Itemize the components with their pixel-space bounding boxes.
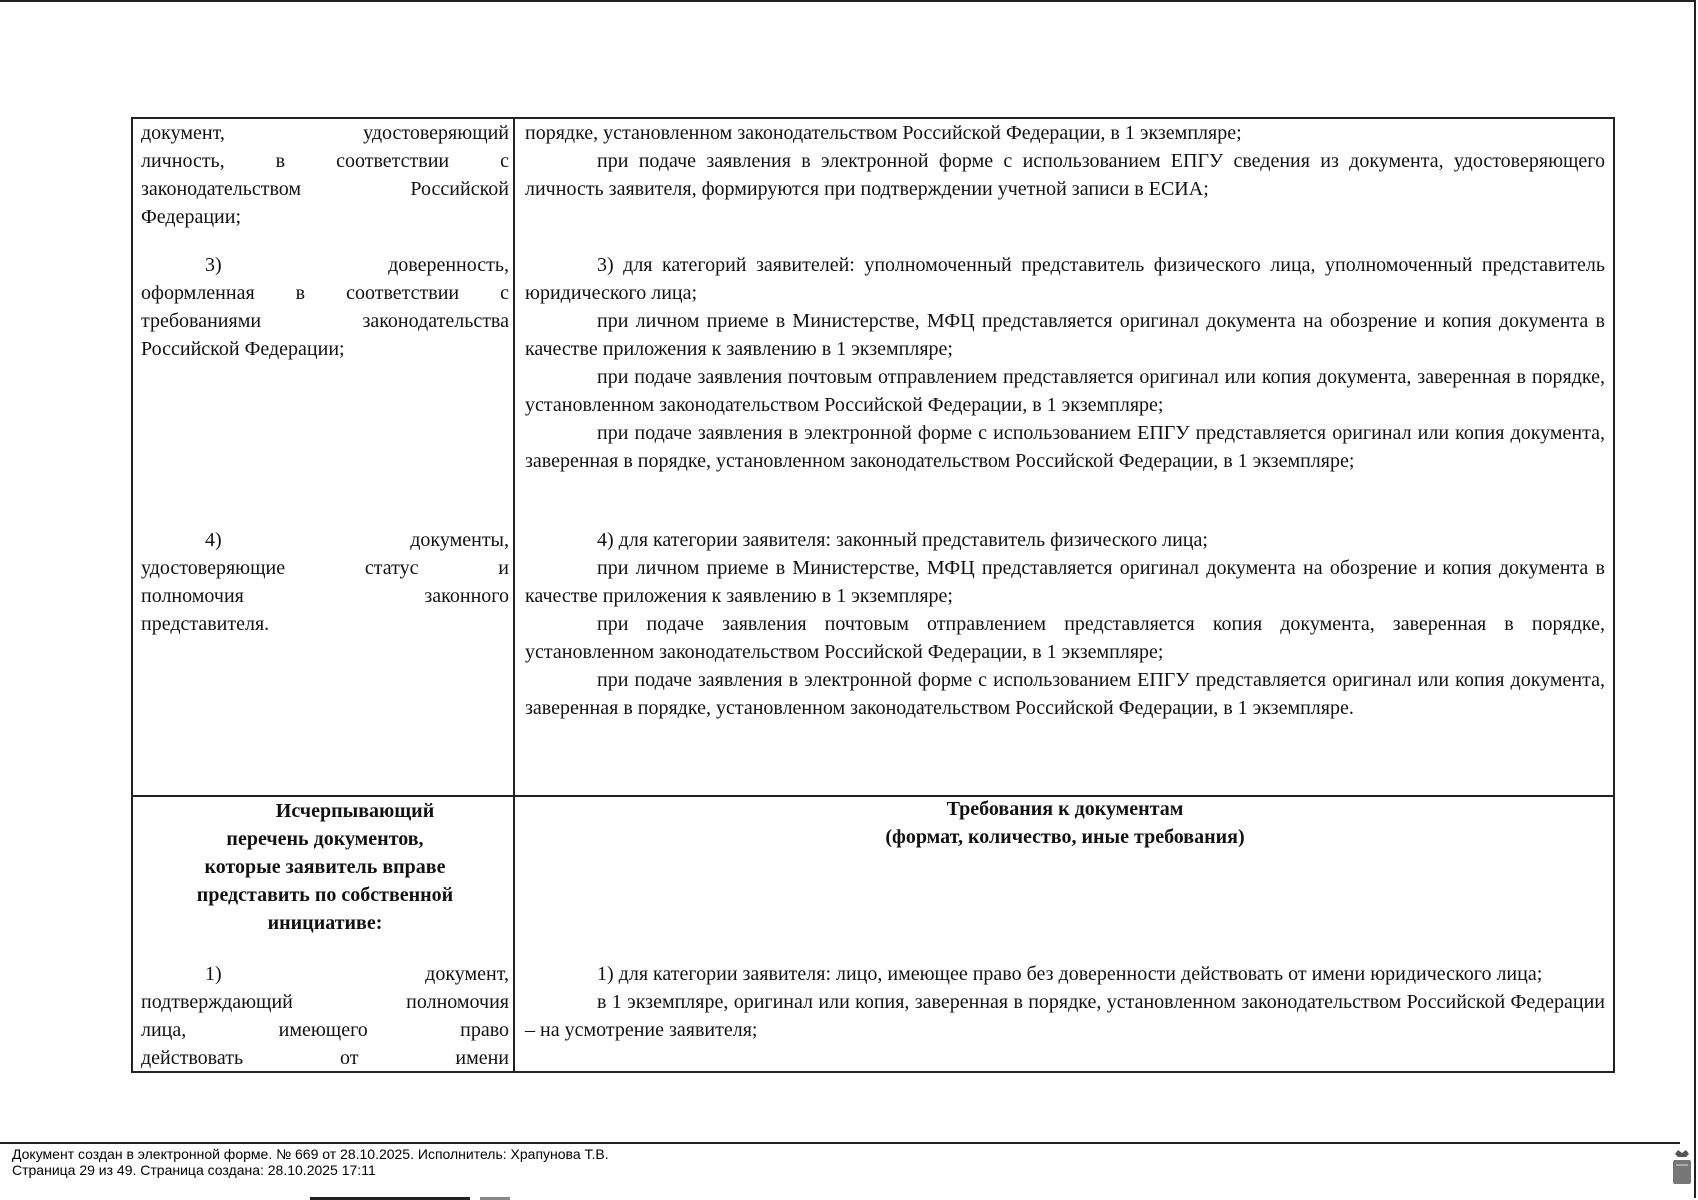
left-line bbox=[141, 203, 509, 231]
word: лица, bbox=[141, 1019, 187, 1041]
word: законодательством bbox=[141, 178, 302, 200]
left-cell-item-2-continued bbox=[141, 119, 509, 231]
paragraph: при подаче заявления в электронной форме с использованием ЕПГУ представляется оригинал или копия документа, заверенная в порядке, установленном законодательством Российской Федерации, в 1 экземпляре. bbox=[525, 669, 1605, 719]
left-line bbox=[141, 175, 509, 203]
word: в bbox=[295, 282, 306, 304]
word: 1) bbox=[205, 963, 222, 985]
header-line: перечень документов, bbox=[226, 828, 424, 850]
column-divider bbox=[513, 119, 515, 795]
left-line bbox=[141, 1044, 509, 1072]
word: доверенность, bbox=[388, 254, 509, 276]
word: полномочия bbox=[141, 585, 244, 607]
paragraph: при личном приеме в Министерстве, МФЦ представляется оригинал документа на обозрение и копия документа в качестве приложения к заявлению в 1 экземпляре; bbox=[525, 557, 1605, 607]
word: документы, bbox=[410, 529, 509, 551]
left-line bbox=[141, 582, 509, 610]
word: Российской Федерации; bbox=[141, 338, 345, 360]
left-column-header bbox=[141, 797, 509, 937]
word: 4) bbox=[205, 529, 222, 551]
word: полномочия bbox=[406, 991, 509, 1013]
left-line bbox=[141, 335, 509, 363]
paragraph: 1) для категории заявителя: лицо, имеющее право без доверенности действовать от имени юридического лица; bbox=[597, 963, 1543, 985]
left-cell-optional-item-1 bbox=[141, 960, 509, 1072]
header-line: Требования к документам bbox=[946, 798, 1184, 820]
right-cell-item-3 bbox=[525, 251, 1605, 475]
word: подтверждающий bbox=[141, 991, 293, 1013]
word: соответствии bbox=[346, 282, 460, 304]
word: соответствии bbox=[336, 150, 450, 172]
header-line: инициативе: bbox=[267, 912, 383, 934]
word: законного bbox=[424, 585, 509, 607]
word: требованиями bbox=[141, 310, 262, 332]
right-column-header bbox=[525, 795, 1605, 851]
word: документ, bbox=[425, 963, 509, 985]
paragraph: в 1 экземпляре, оригинал или копия, заверенная в порядке, установленном законодательством Российской Федерации – на усмотрение заявителя; bbox=[525, 991, 1605, 1041]
paragraph: при подаче заявления в электронной форме с использованием ЕПГУ сведения из документа, удостоверяющего личность заявителя, формируются при подтверждении учетной записи в ЕСИА; bbox=[525, 150, 1605, 200]
right-cell-optional-item-1 bbox=[525, 960, 1605, 1044]
word: в bbox=[275, 150, 286, 172]
word: действовать bbox=[141, 1047, 244, 1069]
left-line bbox=[141, 988, 509, 1016]
header-line: которые заявитель вправе bbox=[204, 856, 446, 878]
emblem-stamp-icon bbox=[1672, 1148, 1692, 1186]
header-line: Исчерпывающий bbox=[275, 800, 435, 822]
paragraph: при подаче заявления почтовым отправлением представляется копия документа, заверенная в порядке, установленном законодательством Российской Федерации, в 1 экземпляре; bbox=[525, 613, 1605, 663]
left-line bbox=[141, 251, 509, 279]
left-line bbox=[141, 119, 509, 147]
right-cell-item-4 bbox=[525, 526, 1605, 722]
word: личность, bbox=[141, 150, 225, 172]
word: имеющего bbox=[278, 1019, 368, 1041]
table-row bbox=[133, 119, 1613, 797]
footer-page-info: Страница 29 из 49. Страница создана: 28.10.2025 17:11 bbox=[12, 1162, 376, 1178]
word: и bbox=[498, 557, 509, 579]
left-cell-item-3 bbox=[141, 251, 509, 363]
word: представителя. bbox=[141, 613, 270, 635]
header-line: (формат, количество, иные требования) bbox=[885, 826, 1245, 848]
column-divider bbox=[513, 795, 515, 1071]
word: право bbox=[460, 1019, 510, 1041]
paragraph: 4) для категории заявителя: законный представитель физического лица; bbox=[597, 529, 1208, 551]
footer-divider bbox=[0, 1142, 1680, 1144]
footer-document-info: Документ создан в электронной форме. № 669 от 28.10.2025. Исполнитель: Храпунова Т.В. bbox=[12, 1146, 609, 1162]
left-cell-item-4 bbox=[141, 526, 509, 638]
word: Российской bbox=[410, 178, 509, 200]
left-line bbox=[141, 147, 509, 175]
word: законодательства bbox=[362, 310, 509, 332]
paragraph: 3) для категорий заявителей: уполномоченный представитель физического лица, уполномоченный представитель юридического лица; bbox=[525, 254, 1605, 304]
left-line bbox=[141, 554, 509, 582]
word: оформленная bbox=[141, 282, 255, 304]
word: с bbox=[500, 282, 510, 304]
word: с bbox=[500, 150, 509, 172]
word: 3) bbox=[205, 254, 222, 276]
paragraph: при личном приеме в Министерстве, МФЦ представляется оригинал документа на обозрение и копия документа в качестве приложения к заявлению в 1 экземпляре; bbox=[525, 310, 1605, 360]
word: удостоверяющие bbox=[141, 557, 286, 579]
left-line bbox=[141, 1016, 509, 1044]
word: от bbox=[339, 1047, 359, 1069]
paragraph: порядке, установленном законодательством Российской Федерации, в 1 экземпляре; bbox=[525, 122, 1242, 144]
word: имени bbox=[455, 1047, 510, 1069]
documents-table bbox=[131, 117, 1615, 1073]
left-line bbox=[141, 526, 509, 554]
table-row bbox=[133, 795, 1613, 1071]
header-line: представить по собственной bbox=[196, 884, 454, 906]
left-line bbox=[141, 960, 509, 988]
right-cell-item-2-continued bbox=[525, 119, 1605, 203]
paragraph: при подаче заявления почтовым отправлением представляется оригинал или копия документа, заверенная в порядке, установленном законодательством Российской Федерации, в 1 экземпляре; bbox=[525, 366, 1605, 416]
paragraph: при подаче заявления в электронной форме с использованием ЕПГУ представляется оригинал или копия документа, заверенная в порядке, установленном законодательством Российской Федерации, в 1 экземпляре; bbox=[525, 422, 1605, 472]
word: Федерации; bbox=[141, 206, 242, 228]
word: статус bbox=[364, 557, 419, 579]
page-footer bbox=[12, 1146, 609, 1178]
word: удостоверяющий bbox=[363, 122, 509, 144]
left-line bbox=[141, 610, 509, 638]
left-line bbox=[141, 307, 509, 335]
word: документ, bbox=[141, 122, 225, 144]
left-line bbox=[141, 279, 509, 307]
